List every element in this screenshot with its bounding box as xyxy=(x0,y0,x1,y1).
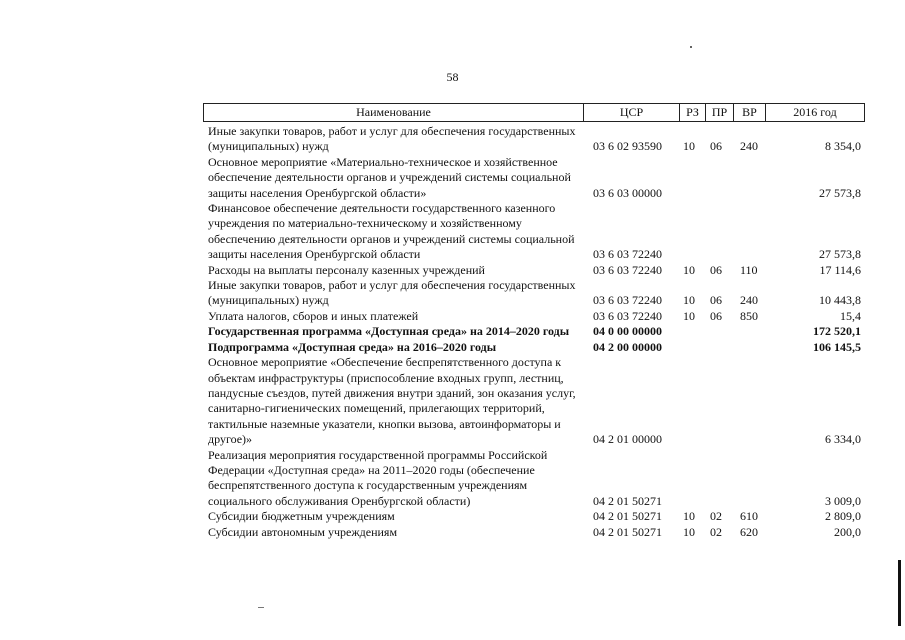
row-pr: 02 xyxy=(710,509,722,524)
row-vr: 240 xyxy=(740,139,758,154)
row-pr: 06 xyxy=(710,293,722,308)
table-row xyxy=(203,525,865,540)
scan-dot-mark xyxy=(690,46,692,48)
row-rz: 10 xyxy=(683,308,695,323)
row-amount: 3 009,0 xyxy=(825,493,861,508)
row-csr: 04 2 01 00000 xyxy=(593,432,662,447)
header-vr: ВР xyxy=(734,104,766,121)
row-pr: 06 xyxy=(710,139,722,154)
row-name: Финансовое обеспечение деятельности государственного казенного учреждения по материально-техническому и хозяйственному обеспечению деятельности органов и учреждений системы социальной защиты населения Оренбургской области xyxy=(208,201,575,262)
row-rz: 10 xyxy=(683,524,695,539)
row-pr: 06 xyxy=(710,262,722,277)
row-pr: 02 xyxy=(710,524,722,539)
row-csr: 04 2 01 50271 xyxy=(593,509,662,524)
row-csr: 03 6 03 72240 xyxy=(593,262,662,277)
table-row xyxy=(203,509,865,524)
row-vr: 850 xyxy=(740,308,758,323)
row-name: Субсидии автономным учреждениям xyxy=(208,524,398,539)
row-name: Подпрограмма «Доступная среда» на 2016–2020 годы xyxy=(208,339,497,354)
table-row xyxy=(203,263,865,278)
row-amount: 10 443,8 xyxy=(819,293,861,308)
row-name: Иные закупки товаров, работ и услуг для обеспечения государственных (муниципальных) нужд xyxy=(208,278,576,308)
row-amount: 8 354,0 xyxy=(825,139,861,154)
row-vr: 620 xyxy=(740,524,758,539)
row-csr: 03 6 03 72240 xyxy=(593,247,662,262)
row-amount: 2 809,0 xyxy=(825,509,861,524)
table-row xyxy=(203,340,865,355)
header-rz: РЗ xyxy=(680,104,706,121)
row-pr: 06 xyxy=(710,308,722,323)
row-amount: 17 114,6 xyxy=(819,262,861,277)
row-csr: 03 6 02 93590 xyxy=(593,139,662,154)
row-csr: 04 0 00 00000 xyxy=(593,324,662,339)
row-amount: 27 573,8 xyxy=(819,247,861,262)
row-csr: 04 2 01 50271 xyxy=(593,524,662,539)
table-row xyxy=(203,324,865,339)
row-name: Основное мероприятие «Обеспечение беспрепятственного доступа к объектам инфраструктуры (приспособление входных групп, лестниц, пандусные съездов, путей движения внутри зданий, зон оказания услуг, санитарно-гигиенических помещений, прилегающих территорий, тактильные наземные указатели, кнопки вызова, автоинформаторы и другое)» xyxy=(208,355,576,447)
row-name: Государственная программа «Доступная среда» на 2014–2020 годы xyxy=(208,324,570,339)
page-number: 58 xyxy=(446,70,459,84)
table-row xyxy=(203,155,865,201)
table-row xyxy=(203,309,865,324)
header-name: Наименование xyxy=(204,104,584,121)
row-csr: 03 6 03 72240 xyxy=(593,293,662,308)
row-csr: 03 6 03 00000 xyxy=(593,185,662,200)
row-vr: 110 xyxy=(740,262,758,277)
table-row xyxy=(203,201,865,263)
row-csr: 03 6 03 72240 xyxy=(593,308,662,323)
table-row xyxy=(203,124,865,155)
row-name: Иные закупки товаров, работ и услуг для обеспечения государственных (муниципальных) нужд xyxy=(208,124,576,154)
row-name: Субсидии бюджетным учреждениям xyxy=(208,509,395,524)
header-pr: ПР xyxy=(706,104,734,121)
header-csr: ЦСР xyxy=(584,104,680,121)
scan-dash-mark xyxy=(258,607,264,608)
row-rz: 10 xyxy=(683,509,695,524)
row-vr: 610 xyxy=(740,509,758,524)
table-header xyxy=(203,103,865,122)
row-rz: 10 xyxy=(683,293,695,308)
row-vr: 240 xyxy=(740,293,758,308)
row-amount: 15,4 xyxy=(840,308,861,323)
row-name: Реализация мероприятия государственной программы Российской Федерации «Доступная среда» на 2011–2020 годы (обеспечение беспрепятственного доступа к государственным учреждениям социального обслуживания Оренбургской области) xyxy=(208,447,548,508)
row-csr: 04 2 01 50271 xyxy=(593,493,662,508)
table-row xyxy=(203,448,865,510)
header-year: 2016 год xyxy=(793,105,837,119)
row-amount: 6 334,0 xyxy=(825,432,861,447)
row-rz: 10 xyxy=(683,139,695,154)
table-body xyxy=(203,124,865,540)
row-amount: 200,0 xyxy=(834,524,861,539)
row-csr: 04 2 00 00000 xyxy=(593,339,662,354)
table-row xyxy=(203,355,865,447)
row-name: Уплата налогов, сборов и иных платежей xyxy=(208,308,419,323)
table-row xyxy=(203,278,865,309)
scan-edge-bar xyxy=(898,560,901,626)
row-amount: 172 520,1 xyxy=(813,324,861,339)
row-name: Расходы на выплаты персоналу казенных учреждений xyxy=(208,262,485,277)
row-name: Основное мероприятие «Материально-техническое и хозяйственное обеспечение деятельности органов и учреждений системы социальной защиты населения Оренбургской области» xyxy=(208,154,571,200)
row-rz: 10 xyxy=(683,262,695,277)
row-amount: 27 573,8 xyxy=(819,185,861,200)
row-amount: 106 145,5 xyxy=(813,339,861,354)
